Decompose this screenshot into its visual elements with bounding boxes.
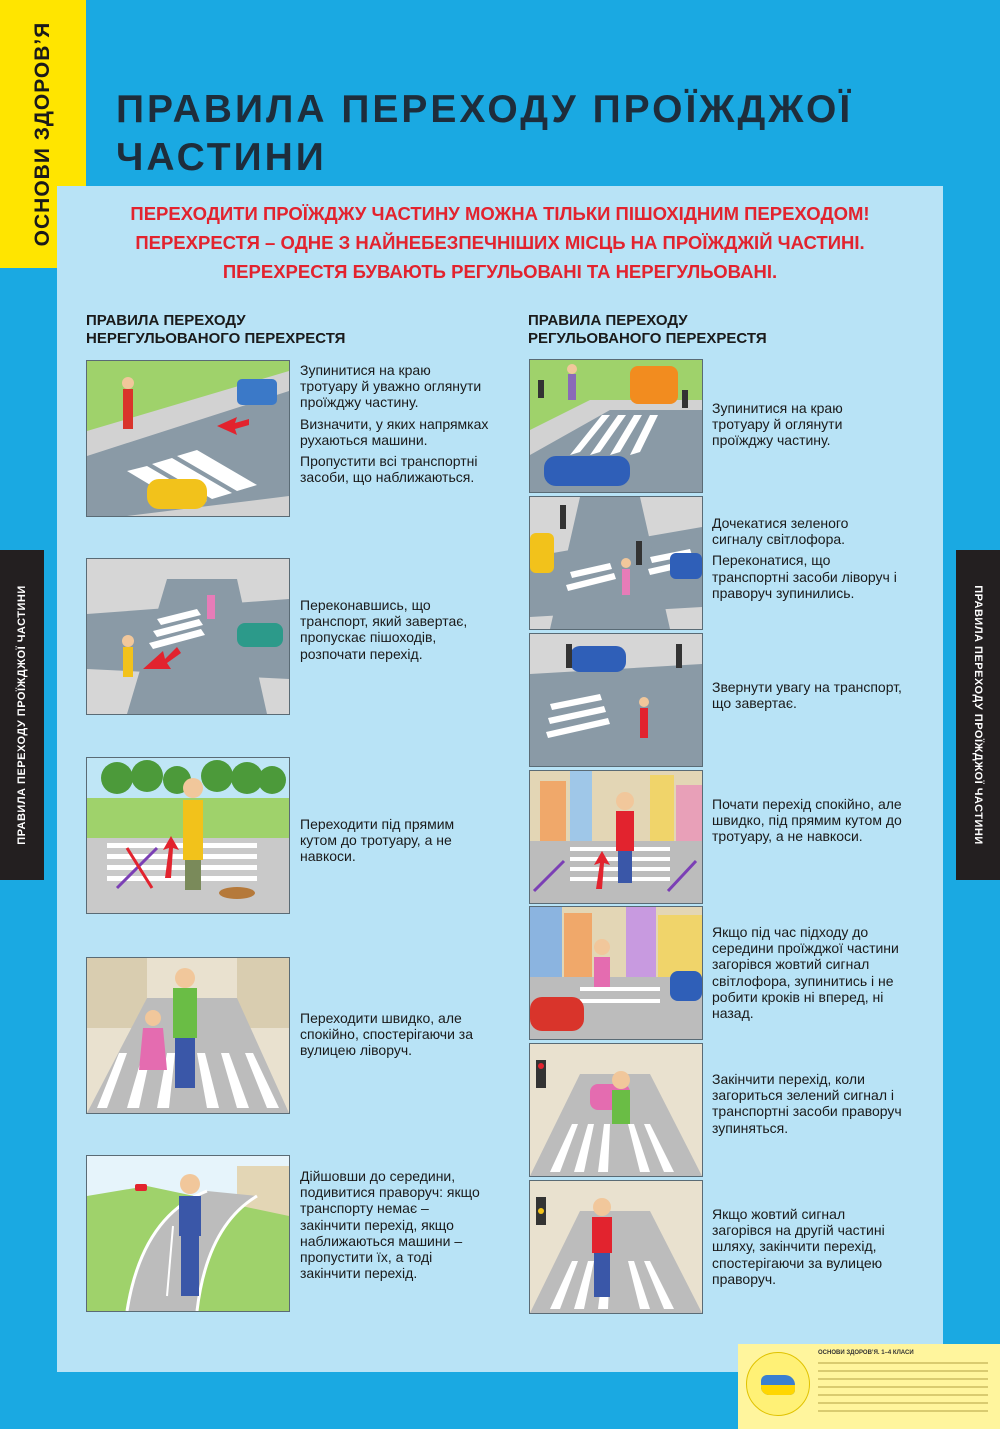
right-item-4-text — [712, 796, 902, 850]
warning-line-1: ПЕРЕХОДИТИ ПРОЇЖДЖУ ЧАСТИНУ МОЖНА ТІЛЬКИ ПІШОХІДНИМ ПЕРЕХОДОМ! — [130, 203, 870, 224]
side-tab-left-label: ПРАВИЛА ПЕРЕХОДУ ПРОЇЖДЖОЇ ЧАСТИНИ — [16, 585, 28, 845]
illustration-unregulated-4 — [86, 957, 290, 1114]
side-tab-right-label: ПРАВИЛА ПЕРЕХОДУ ПРОЇЖДЖОЇ ЧАСТИНИ — [972, 585, 984, 845]
right-item-2-text — [712, 515, 902, 606]
right-item-5-p1: Якщо під час підходу до середини проїжджої частини загорівся жовтий сигнал світлофора, зупинитись і не робити кроків ні вперед, ні назад. — [712, 924, 899, 1022]
left-item-1-text — [300, 362, 490, 490]
left-item-5-p1: Дійшовши до середини, подивитися праворуч: якщо транспорту немає – закінчити перехід, якщо наближаються машини – пропустити їх, а тоді закінчити перехід. — [300, 1168, 480, 1282]
title-line-2: ЧАСТИНИ — [116, 136, 327, 179]
subject-label: ОСНОВИ ЗДОРОВ’Я — [31, 21, 54, 247]
right-item-3-text — [712, 679, 902, 716]
page-title — [116, 86, 936, 182]
publisher-logo — [746, 1352, 810, 1416]
right-item-5-text — [712, 924, 902, 1026]
warning-block — [57, 199, 943, 286]
left-item-5-text — [300, 1168, 490, 1286]
left-item-4-p1: Переходити швидко, але спокійно, спостерігаючи за вулицею ліворуч. — [300, 1010, 474, 1059]
left-item-3-text — [300, 816, 490, 870]
illustration-unregulated-3 — [86, 757, 290, 914]
right-heading-line-2: РЕГУЛЬОВАНОГО ПЕРЕХРЕСТЯ — [528, 330, 767, 347]
right-item-6-text — [712, 1071, 902, 1141]
left-heading-line-1: ПРАВИЛА ПЕРЕХОДУ — [86, 312, 246, 329]
right-section-heading — [528, 312, 767, 348]
imprint-box — [738, 1344, 1000, 1429]
side-tab-right — [956, 550, 1000, 880]
warning-line-3: ПЕРЕХРЕСТЯ БУВАЮТЬ РЕГУЛЬОВАНІ ТА НЕРЕГУЛЬОВАНІ. — [222, 261, 778, 282]
right-item-2-p2: Переконатися, що транспортні засоби ліворуч і праворуч зупинились. — [712, 552, 897, 601]
left-item-4-text — [300, 1010, 490, 1064]
left-item-1-p1: Зупинитися на краю тротуару й уважно оглянути проїжджу частину. — [300, 362, 482, 411]
right-item-1-text — [712, 400, 902, 454]
right-item-7-text — [712, 1206, 902, 1292]
illustration-unregulated-5 — [86, 1155, 290, 1312]
warning-line-2: ПЕРЕХРЕСТЯ – ОДНЕ З НАЙНЕБЕЗПЕЧНІШИХ МІСЦЬ НА ПРОЇЖДЖІЙ ЧАСТИНІ. — [135, 232, 865, 253]
illustration-regulated-6 — [529, 1043, 703, 1177]
left-section-heading — [86, 312, 345, 348]
illustration-unregulated-2 — [86, 558, 290, 715]
left-item-2-p1: Переконавшись, що транспорт, який завертає, пропускає пішоходів, розпочати перехід. — [300, 597, 468, 662]
left-item-1-p3: Пропустити всі транспортні засоби, що наближаються. — [300, 453, 478, 486]
illustration-regulated-4 — [529, 770, 703, 904]
left-heading-line-2: НЕРЕГУЛЬОВАНОГО ПЕРЕХРЕСТЯ — [86, 330, 346, 347]
right-heading-line-1: ПРАВИЛА ПЕРЕХОДУ — [528, 312, 688, 329]
left-item-2-text — [300, 597, 490, 667]
title-line-1: ПРАВИЛА ПЕРЕХОДУ ПРОЇЖДЖОЇ — [116, 88, 854, 131]
illustration-regulated-2 — [529, 496, 703, 630]
illustration-regulated-3 — [529, 633, 703, 767]
imprint-title: ОСНОВИ ЗДОРОВ’Я. 1–4 КЛАСИ — [818, 1350, 914, 1356]
illustration-regulated-7 — [529, 1180, 703, 1314]
left-item-3-p1: Переходити під прямим кутом до тротуару, а не навкоси. — [300, 816, 455, 865]
illustration-regulated-1 — [529, 359, 703, 493]
illustration-regulated-5 — [529, 906, 703, 1040]
illustration-unregulated-1 — [86, 360, 290, 517]
left-item-1-p2: Визначити, у яких напрямках рухаються машини. — [300, 415, 489, 448]
right-item-4-p1: Почати перехід спокійно, але швидко, під прямим кутом до тротуару, а не навкоси. — [712, 796, 902, 845]
right-item-2-p1: Дочекатися зеленого сигналу світлофора. — [712, 515, 849, 548]
right-item-1-p1: Зупинитися на краю тротуару й оглянути проїжджу частину. — [712, 400, 843, 449]
right-item-3-p1: Звернути увагу на транспорт, що завертає. — [712, 679, 902, 712]
right-item-6-p1: Закінчити перехід, коли загориться зелений сигнал і транспортні засоби праворуч зупиняться. — [712, 1071, 902, 1136]
right-item-7-p1: Якщо жовтий сигнал загорівся на другій частині шляху, закінчити перехід, спостерігаючи за вулицею праворуч. — [712, 1206, 885, 1287]
side-tab-left — [0, 550, 44, 880]
